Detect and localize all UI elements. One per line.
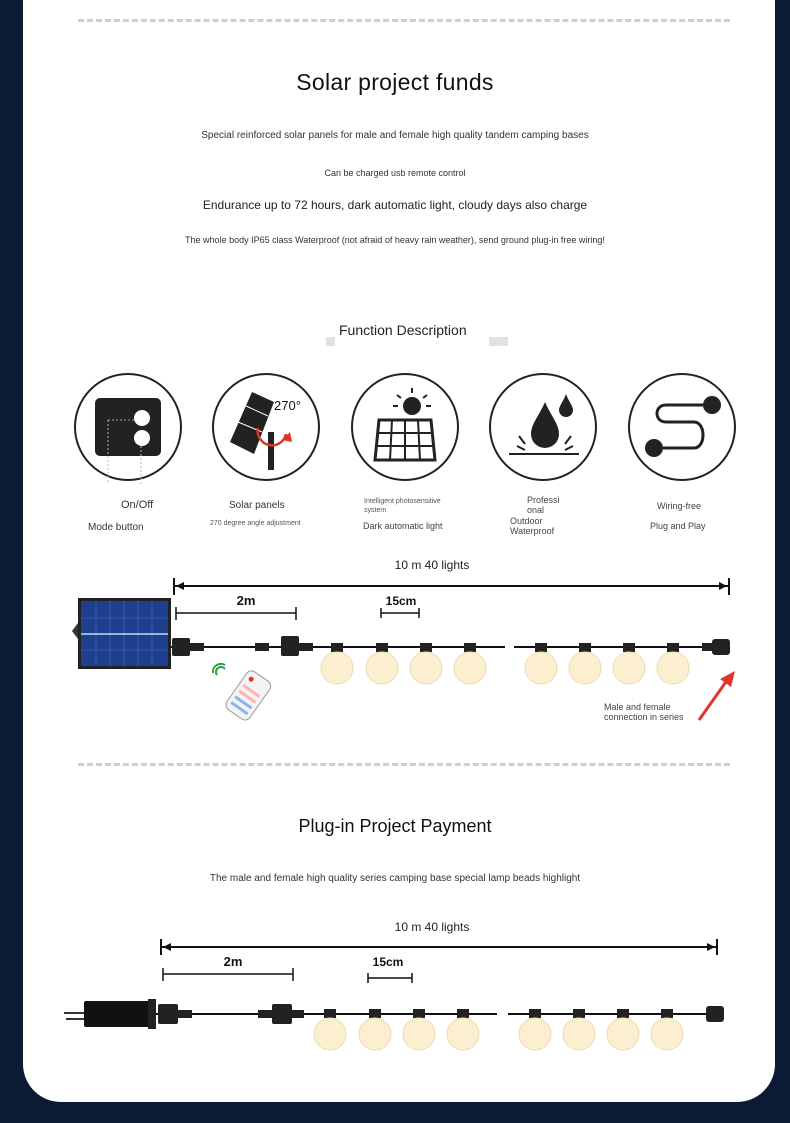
solar-spacing-label: 15cm xyxy=(385,594,417,608)
red-arrow-icon xyxy=(699,671,735,720)
mode-button-icon xyxy=(72,372,184,484)
solar-title: Solar project funds xyxy=(296,69,494,95)
label-on-off: On/Off xyxy=(121,499,154,511)
water-drops-icon xyxy=(487,372,599,484)
svg-text:270°: 270° xyxy=(274,398,301,413)
plugin-string-diagram xyxy=(0,915,790,1065)
plugin-spacing-label: 15cm xyxy=(372,955,404,969)
label-professional: Professi onal xyxy=(527,495,560,515)
plugin-title: Plug-in Project Payment xyxy=(298,816,492,836)
heading-deco-right xyxy=(489,337,508,346)
heading-deco-left xyxy=(326,337,335,346)
plugin-total-label: 10 m 40 lights xyxy=(394,920,470,934)
sun-panel-icon xyxy=(349,372,461,484)
solar-panel-image xyxy=(72,598,171,669)
solar-total-label: 10 m 40 lights xyxy=(394,558,470,572)
remote-control-image xyxy=(213,664,273,722)
solar-line-2: Can be charged usb remote control xyxy=(324,168,466,178)
solar-line-3: Endurance up to 72 hours, dark automatic light, cloudy days also charge xyxy=(202,198,588,212)
function-heading: Function Description xyxy=(339,322,467,338)
plugin-lead-label: 2m xyxy=(223,954,243,969)
label-mode-button: Mode button xyxy=(88,522,144,533)
label-photosensitive: Intelligent photosensitive system xyxy=(364,498,441,514)
solar-bulbs-left xyxy=(321,643,486,684)
label-dark-auto-light: Dark automatic light xyxy=(363,521,443,531)
solar-line-1: Special reinforced solar panels for male and female high quality tandem camping bases xyxy=(201,130,589,141)
plugin-subtitle: The male and female high quality series camping base special lamp beads highlight xyxy=(209,873,581,884)
middle-divider xyxy=(78,763,730,766)
connection-note: Male and female connection in series xyxy=(604,702,684,722)
plugin-bulbs-left xyxy=(314,1009,479,1050)
top-divider xyxy=(78,19,730,22)
solar-bulbs-right xyxy=(525,643,689,684)
plug-adapter-image xyxy=(64,999,156,1029)
solar-line-4: The whole body IP65 class Waterproof (not afraid of heavy rain weather), send ground plug-in free wiring! xyxy=(185,235,605,245)
label-angle-adjust: 270 degree angle adjustment xyxy=(210,520,301,527)
label-plug-play: Plug and Play xyxy=(650,521,706,531)
solar-panel-rotate-icon xyxy=(210,372,322,484)
label-outdoor-waterproof: Outdoor Waterproof xyxy=(510,516,555,536)
solar-lead-label: 2m xyxy=(236,593,256,608)
label-solar-panels: Solar panels xyxy=(229,500,285,511)
label-wiring-free: Wiring-free xyxy=(657,501,702,511)
plug-play-icon xyxy=(626,372,738,484)
plugin-bulbs-right xyxy=(519,1009,683,1050)
